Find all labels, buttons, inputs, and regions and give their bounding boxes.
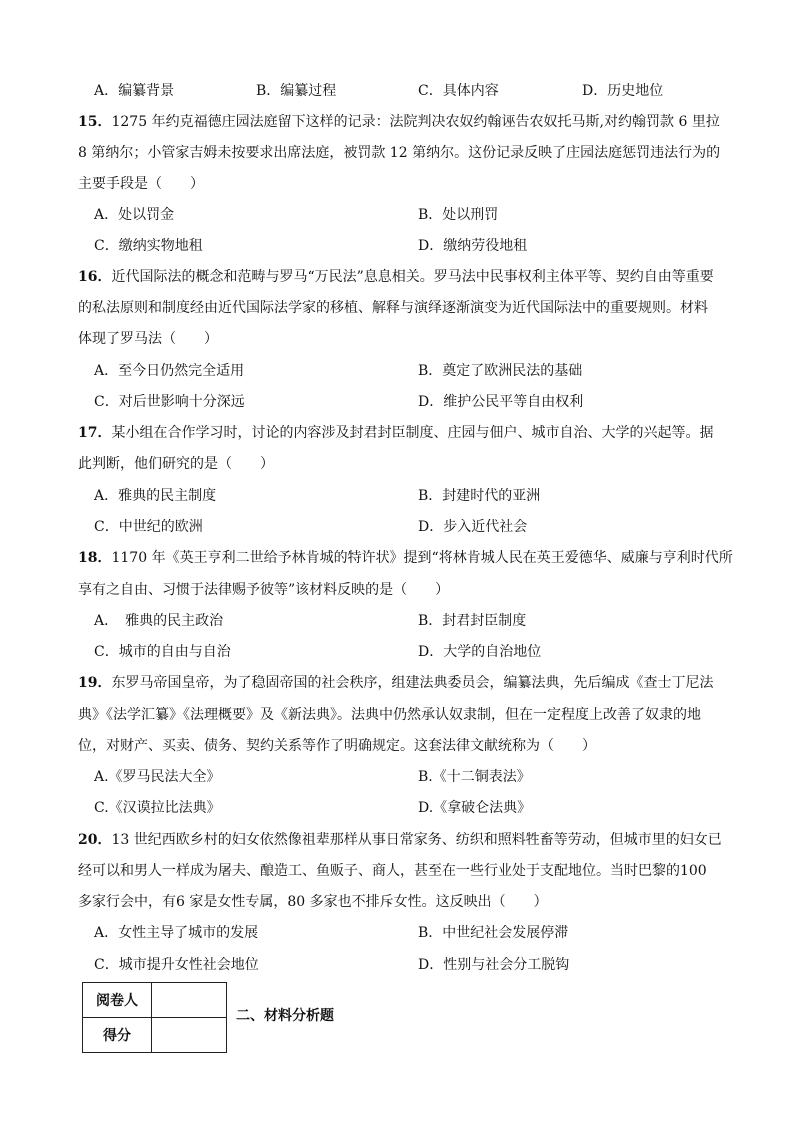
question-16-option-b: B．奠定了欧洲民法的基础 xyxy=(418,363,583,379)
question-15-option-c: C．缴纳实物地租 xyxy=(94,238,203,254)
question-19-line-3: 位，对财产、买卖、债务、契约关系等作了明确规定。这套法律文献统称为（ ） xyxy=(78,738,596,754)
question-16-option-a: A．至今日仍然完全适用 xyxy=(94,363,245,379)
question-17-option-b: B．封建时代的亚洲 xyxy=(418,488,541,504)
question-15-line-3: 主要手段是（ ） xyxy=(78,176,204,192)
question-15-option-a: A．处以罚金 xyxy=(94,207,175,223)
question-17-option-a: A．雅典的民主制度 xyxy=(94,488,217,504)
question-16-line-1: 16．近代国际法的概念和范畴与罗马“万民法”息息相关。罗马法中民事权利主体平等、契约自由等重要 xyxy=(78,269,714,285)
question-19-line-2: 典》《法学汇纂》《法理概要》及《新法典》。法典中仍然承认奴隶制，但在一定程度上改善了奴隶的地 xyxy=(78,707,701,723)
question-number: 18． xyxy=(78,550,112,566)
question-number: 16． xyxy=(78,269,112,285)
question-15-option-b: B．处以刑罚 xyxy=(418,207,499,223)
question-17-option-c: C．中世纪的欧洲 xyxy=(94,519,203,535)
question-19-option-b: B.《十二铜表法》 xyxy=(418,769,531,785)
question-15-option-d: D．缴纳劳役地租 xyxy=(418,238,528,254)
reviewer-label: 阅卷人 xyxy=(83,983,152,1018)
score-label: 得分 xyxy=(83,1018,152,1053)
option-d: D．历史地位 xyxy=(582,83,664,99)
section-title: 二、材料分析题 xyxy=(236,1008,334,1024)
option-c: C．具体内容 xyxy=(418,83,499,99)
grader-table xyxy=(82,982,227,1053)
option-b: B．编纂过程 xyxy=(256,83,337,99)
question-16-option-d: D．维护公民平等自由权利 xyxy=(418,394,584,410)
question-19-option-a: A.《罗马民法大全》 xyxy=(94,769,221,785)
question-16-option-c: C．对后世影响十分深远 xyxy=(94,394,245,410)
question-20-option-b: B．中世纪社会发展停滞 xyxy=(418,925,569,941)
question-20-line-3: 多家行会中，有6 家是女性专属，80 多家也不排斥女性。这反映出（ ） xyxy=(78,894,548,910)
question-19-option-c: C.《汉谟拉比法典》 xyxy=(94,800,221,816)
question-20-line-1: 20．13 世纪西欧乡村的妇女依然像祖辈那样从事日常家务、纺织和照料牲畜等劳动，但城市里的妇女已 xyxy=(78,832,722,848)
question-17-line-1: 17．某小组在合作学习时，讨论的内容涉及封君封臣制度、庄园与佃户、城市自治、大学的兴起等。据 xyxy=(78,425,714,441)
question-20-option-a: A．女性主导了城市的发展 xyxy=(94,925,259,941)
question-18-option-d: D．大学的自治地位 xyxy=(418,644,542,660)
question-15-line-1: 15．1275 年约克福德庄园法庭留下这样的记录：法院判决农奴约翰诬告农奴托马斯,对约翰罚款 6 里拉 xyxy=(78,114,720,130)
question-18-option-a: A． 雅典的民主政治 xyxy=(94,613,224,629)
question-20-line-2: 经可以和男人一样成为屠夫、酿造工、鱼贩子、商人，甚至在一些行业处于支配地位。当时巴黎的100 xyxy=(78,863,707,879)
question-number: 20． xyxy=(78,832,112,848)
question-16-line-3: 体现了罗马法（ ） xyxy=(78,331,218,347)
question-18-option-c: C．城市的自由与自治 xyxy=(94,644,231,660)
question-17-option-d: D．步入近代社会 xyxy=(418,519,528,535)
question-19-option-d: D.《拿破仑法典》 xyxy=(418,800,532,816)
question-17-line-2: 此判断，他们研究的是（ ） xyxy=(78,456,274,472)
reviewer-field[interactable] xyxy=(152,983,227,1018)
question-19-line-1: 19．东罗马帝国皇帝，为了稳固帝国的社会秩序，组建法典委员会，编纂法典，先后编成《查士丁尼法 xyxy=(78,675,714,691)
option-a: A．编纂背景 xyxy=(94,83,175,99)
question-20-option-d: D．性别与社会分工脱钩 xyxy=(418,957,570,973)
question-18-line-1: 18．1170 年《英王亨利二世给予林肯城的特许状》提到“将林肯城人民在英王爱德华、威廉与亨利时代所 xyxy=(78,550,733,566)
question-18-option-b: B．封君封臣制度 xyxy=(418,613,527,629)
grader-row-score xyxy=(83,1018,227,1053)
score-field[interactable] xyxy=(152,1018,227,1053)
grader-row-reviewer xyxy=(83,983,227,1018)
question-15-line-2: 8 第纳尔；小管家吉姆未按要求出席法庭，被罚款 12 第纳尔。这份记录反映了庄园法庭惩罚违法行为的 xyxy=(78,145,721,161)
question-16-line-2: 的私法原则和制度经由近代国际法学家的移植、解释与演绎逐渐演变为近代国际法中的重要规则。材料 xyxy=(78,300,708,316)
question-20-option-c: C．城市提升女性社会地位 xyxy=(94,957,259,973)
question-number: 15． xyxy=(78,114,112,130)
question-number: 19． xyxy=(78,675,112,691)
question-number: 17． xyxy=(78,425,112,441)
question-18-line-2: 享有之自由、习惯于法律赐予彼等”该材料反映的是（ ） xyxy=(78,582,450,598)
